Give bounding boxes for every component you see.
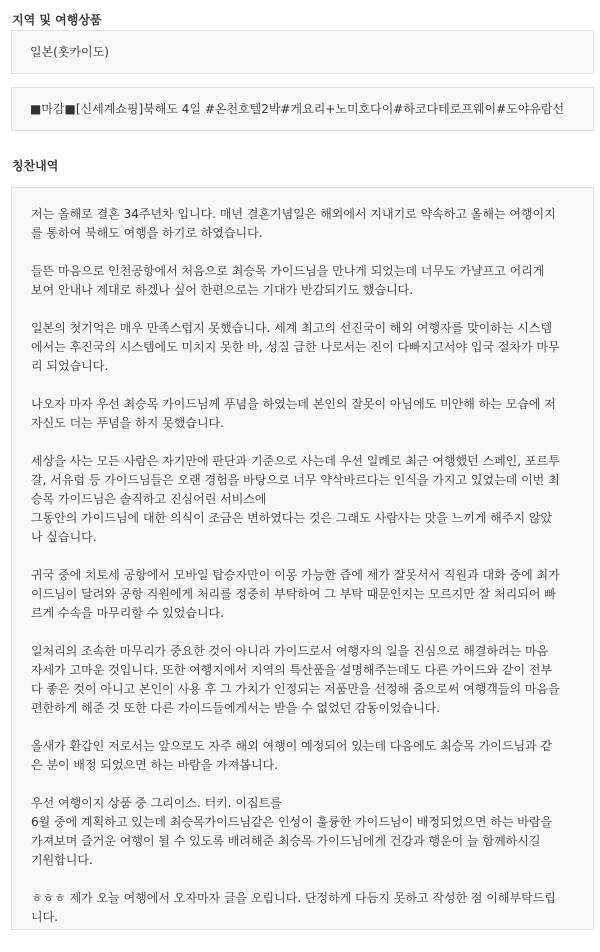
- praise-paragraph-8: 올새가 환갑인 저로서는 앞으로도 자주 해외 여행이 예정되어 있는데 다음에도 최승목 가이드님과 같 은 분이 배정 되었으면 하는 바람을 가져봅니다.: [31, 739, 553, 772]
- praise-paragraph-6: 귀국 중에 치토세 공항에서 모바일 탑승자만이 이몽 가능한 즙에 제가 잘못서서 직원과 대화 중에 최가 이드님이 달려와 공항 직원에게 처리를 정중히 부탁하여 그 부탁 때문인지는 모르지만 잘 처리되어 빠 르게 수속을 마무리할 수 있었습니다.: [31, 568, 560, 620]
- praise-content-box: [11, 187, 594, 930]
- praise-paragraph-1: 저는 올해로 결혼 34주년차 입니다. 매년 결혼기념일은 해외에서 지내기로 약속하고 올해는 여행이지 를 통하여 북해도 여행을 하기로 하였습니다.: [31, 207, 556, 240]
- praise-paragraph-3: 일본의 첫기억은 매우 만족스럽지 못했습니다. 세계 최고의 선진국이 해외 여행자를 맞이하는 시스템 에서는 후진국의 시스템에도 미치지 못한 바, 성질 급한 나로서는 진이 다빠지고서야 입국 절차가 마무 리 되었습니다.: [31, 321, 560, 373]
- praise-paragraph-9: 우선 여행이지 상품 중 그리이스. 터키. 이집트를 6월 중에 계획하고 있는데 최승목가이드님같은 인성이 훌륭한 가이드님이 배정되었으면 하는 바람을 가져보며 즐거운 여행이 될 수 있도록 배려해준 최승목 가이드님에게 건강과 행운이 늘 함께하시길 기원합니다.: [31, 796, 553, 867]
- praise-paragraph-7: 일처리의 조속한 마무리가 중요한 것이 아니라 가이드로서 여행자의 일을 진심으로 해결하려는 마음 자세가 고마운 것입니다. 또한 여행지에서 지역의 특산품을 설명해주는데도 다른 가이드와 같이 전부 다 좋은 것이 아니고 본인이 사용 후 그 가치가 인정되는 저품만을 선정해 줌으로써 여행객들의 마음을 편한하게 해준 것 또한 다른 가이드들에게서는 받을 수 없었던 감동이었습니다.: [31, 644, 560, 715]
- praise-paragraph-10: ㅎㅎㅎ 제가 오늘 여행에서 오자마자 글을 오립니다. 단정하게 다듬지 못하고 작성한 점 이해부탁드립 니다.: [31, 891, 556, 924]
- praise-paragraph-2: 들뜬 마음으로 인천공항에서 처음으로 최승목 가이드님을 만나게 되었는데 너무도 가냘프고 어리게 보여 안내나 제대로 하겠나 싶어 한편으로는 기대가 반감되기도 했습니다.: [31, 264, 545, 297]
- praise-paragraph-5: 세상을 사는 모든 사람은 자기만에 판단과 기준으로 사는데 우선 일례로 최근 여행했던 스페인, 포르투 갈, 서유럽 등 가이드님들은 오랜 경험을 바탕으로 너무 약삭바르다는 인식을 가지고 있었는데 이번 최 승목 가이드님은 솔직하고 진심어린 서비스에 그동안의 가이드님에 대한 의식이 조금은 변하였다는 것은 그래도 사람사는 맛을 느끼게 해주지 않았 나 싶습니다.: [31, 454, 560, 544]
- product-field: ■마감■[신세계쇼핑]북해도 4일 #온천호텔2박#게요리+노미호다이#하코다테로프웨이#도야유람선: [11, 87, 594, 131]
- praise-section-title: 칭찬내역: [12, 159, 59, 173]
- praise-paragraph-4: 나오자 마자 우선 최승목 가이드님께 푸념을 하였는데 본인의 잘못이 아님에도 미안해 하는 모습에 저 자신도 더는 푸념을 하지 못했습니다.: [31, 397, 556, 430]
- region-field: 일본(홋카이도): [11, 30, 594, 74]
- region-section-title: 지역 및 여행상품: [12, 13, 102, 27]
